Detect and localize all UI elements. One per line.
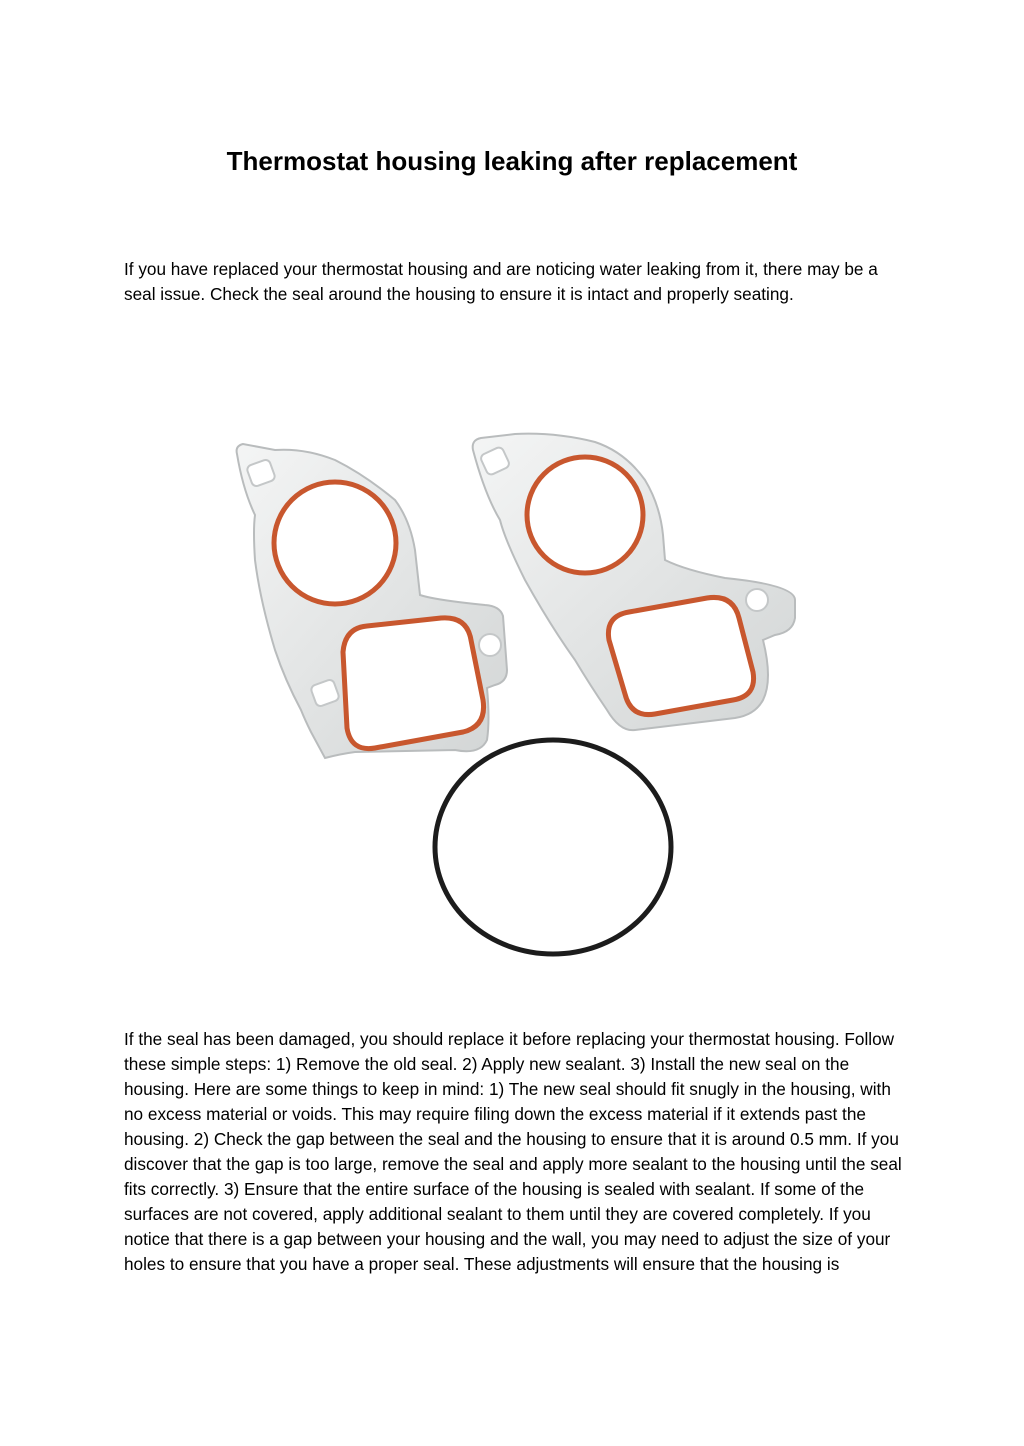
gasket-set-illustration (215, 420, 815, 980)
intro-paragraph: If you have replaced your thermostat housing and are noticing water leaking from it, there may be a seal issue. Check the seal around the housing to ensure it is intact and properly seating. (124, 259, 878, 304)
right-gasket (473, 434, 795, 730)
gasket-set-image (215, 420, 815, 980)
o-ring (435, 740, 671, 954)
page-title: Thermostat housing leaking after replacement (226, 146, 798, 176)
left-gasket (237, 444, 507, 758)
steps-paragraph: If the seal has been damaged, you should replace it before replacing your thermostat housing. Follow these simple steps: 1) Remove the old seal. 2) Apply new sealant. 3) Install the new seal on the housing. Here are some things to keep in mind: 1) The new seal should fit snugly in the housing, with no excess material or voids. This may require filing down the excess material if it extends past the housing. 2) Check the gap between the seal and the housing to ensure that it is around 0.5 mm. If you discover that the gap is too large, remove the seal and apply more sealant to the housing until the seal fits correctly. 3) Ensure that the entire surface of the housing is sealed with sealant. If some of the surfaces are not covered, apply additional sealant to them until they are covered completely. If you notice that there is a gap between your housing and the wall, you may need to adjust the size of your holes to ensure that you have a proper seal. These adjustments will ensure that the housing is (124, 1029, 902, 1274)
